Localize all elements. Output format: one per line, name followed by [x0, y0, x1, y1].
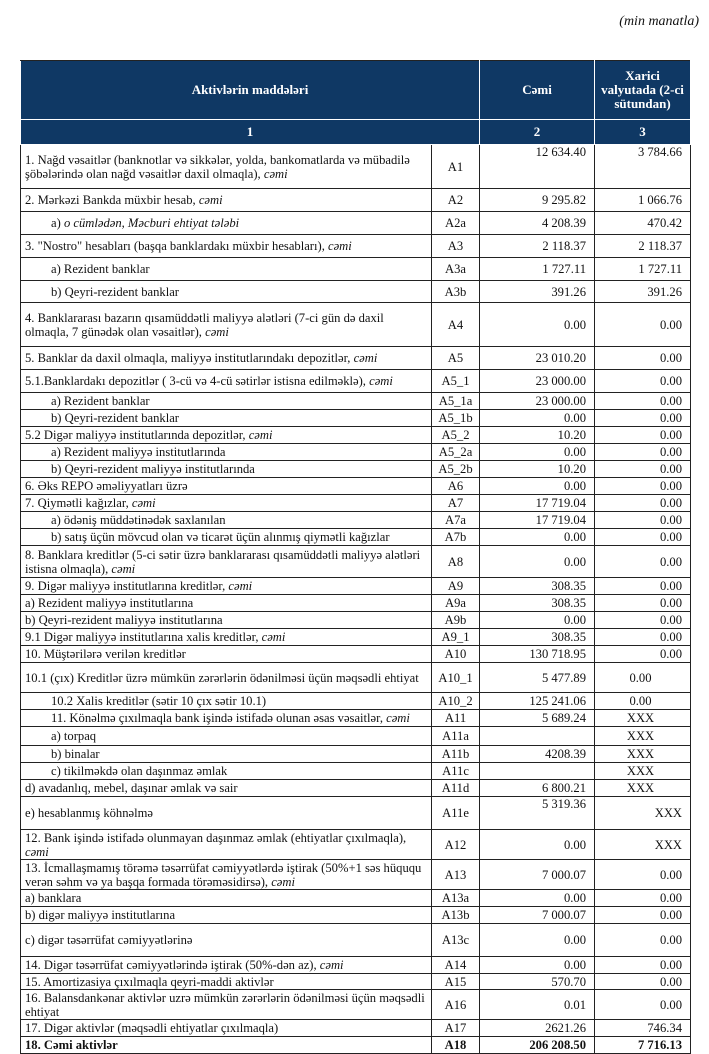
row-code: A3b [432, 281, 480, 303]
row-item-text: 10. Müştərilərə verilən kreditlər [25, 647, 186, 661]
row-total: 23 010.20 [480, 347, 595, 370]
table-row [21, 281, 691, 303]
row-total: 0.00 [480, 529, 595, 546]
row-item-suffix: cəmi [369, 374, 393, 388]
row-foreign: XXX [595, 727, 691, 746]
row-code: A16 [432, 990, 480, 1020]
header-num-1: 1 [21, 120, 480, 145]
row-item [21, 595, 432, 612]
table-row [21, 957, 691, 974]
row-item-suffix: o cümlədən, Məcburi ehtiyat tələbi [63, 216, 240, 230]
row-total: 308.35 [480, 629, 595, 646]
row-item [21, 663, 432, 693]
row-code: A9a [432, 595, 480, 612]
table-row [21, 212, 691, 235]
row-item-text: 5.1.Banklardakı depozitlər ( 3-cü və 4-cü sətirlər istisna edilməklə), [25, 374, 370, 388]
row-item-suffix: cəmi [248, 428, 273, 442]
row-foreign: 0.00 [595, 578, 691, 595]
row-foreign: 0.00 [595, 860, 691, 890]
row-item-text: 3. "Nostro" hesabları (başqa banklardakı müxbir hesabları), [25, 239, 328, 253]
row-foreign: 0.00 [595, 512, 691, 529]
row-item [21, 860, 432, 890]
table-row [21, 427, 691, 444]
row-item-text: 10.2 Xalis kreditlər (sətir 10 çıx sətir 10.1) [51, 694, 267, 708]
row-item-suffix: cəmi [261, 630, 286, 644]
row-code: A11e [432, 797, 480, 830]
table-row [21, 145, 691, 189]
row-item [21, 907, 432, 924]
table-row [21, 693, 691, 710]
header-foreign: Xarici valyutada (2-ci sütundan) [595, 61, 691, 120]
header-total: Cəmi [480, 61, 595, 120]
row-code: A1 [432, 145, 480, 189]
row-item-text: b) Qeyri-rezident banklar [51, 284, 179, 299]
row-item-suffix: cəmi [25, 844, 49, 859]
table-row [21, 495, 691, 512]
row-item [21, 461, 432, 478]
row-item [21, 1020, 432, 1037]
table-row [21, 461, 691, 478]
row-total: 0.00 [480, 612, 595, 629]
row-code: A11 [432, 710, 480, 727]
row-item-suffix: cəmi [131, 496, 156, 510]
table-row [21, 924, 691, 957]
row-item [21, 512, 432, 529]
row-total: 0.00 [480, 478, 595, 495]
table-row [21, 663, 691, 693]
row-foreign: 0.00 [595, 495, 691, 512]
row-foreign: 7 716.13 [595, 1037, 691, 1054]
row-item-suffix: cəmi [319, 958, 344, 972]
row-item-text: c) tikilməkdə olan daşınmaz əmlak [51, 764, 228, 778]
row-item-suffix: cəmi [353, 351, 378, 365]
row-total: 0.00 [480, 924, 595, 957]
row-item [21, 612, 432, 629]
row-item-text: 17. Digər aktivlər (məqsədli ehtiyatlar çıxılmaqla) [25, 1021, 279, 1035]
row-foreign: 391.26 [595, 281, 691, 303]
row-total: 0.00 [480, 303, 595, 347]
row-item [21, 145, 432, 189]
row-item-suffix: cəmi [111, 561, 136, 576]
row-code: A7 [432, 495, 480, 512]
row-item-suffix: cəmi [228, 579, 253, 593]
row-code: A14 [432, 957, 480, 974]
row-item [21, 763, 432, 780]
row-code: A11c [432, 763, 480, 780]
row-item-text: 18. Cəmi aktivlər [25, 1038, 118, 1052]
row-code: A7a [432, 512, 480, 529]
row-item-text: 8. Banklara kreditlər (5-ci sətir üzrə banklararası qısamüddətli maliyyə alətləri istisna olmaqla), [25, 547, 421, 576]
row-code: A9_1 [432, 629, 480, 646]
row-item-text: 9. Digər maliyyə institutlarına kreditlər, [25, 579, 229, 593]
unit-note: (min manatla) [619, 14, 699, 29]
row-item [21, 830, 432, 860]
row-code: A13a [432, 890, 480, 907]
assets-table [20, 60, 691, 1054]
row-item [21, 727, 432, 746]
row-item-text: b) satış üçün mövcud olan və ticarət üçün alınmış qiymətli kağızlar [51, 530, 390, 544]
row-code: A9 [432, 578, 480, 595]
row-total: 1 727.11 [480, 258, 595, 281]
row-total: 9 295.82 [480, 189, 595, 212]
header-num-3: 3 [595, 120, 691, 145]
row-item-text: b) digər maliyyə institutlarına [25, 908, 176, 922]
table-row [21, 1020, 691, 1037]
table-row [21, 546, 691, 578]
row-item [21, 629, 432, 646]
row-item-text: c) digər təsərrüfat cəmiyyətlərinə [25, 933, 193, 947]
row-item-text: a) Rezident maliyyə institutlarına [25, 596, 194, 610]
row-item [21, 974, 432, 990]
row-foreign: 0.00 [595, 393, 691, 410]
row-total: 308.35 [480, 595, 595, 612]
row-code: A11a [432, 727, 480, 746]
row-item [21, 693, 432, 710]
header-num-2: 2 [480, 120, 595, 145]
row-total: 570.70 [480, 974, 595, 990]
row-item-text: a) banklara [25, 891, 82, 905]
row-item-text: a) Rezident banklar [51, 262, 150, 276]
row-item-suffix: cəmi [328, 239, 352, 253]
row-code: A10_1 [432, 663, 480, 693]
row-item-text: b) Qeyri-rezident maliyyə institutlarına [25, 613, 223, 627]
row-item-text: b) Qeyri-rezident maliyyə institutlarında [51, 462, 255, 476]
table-row [21, 612, 691, 629]
table-row [21, 797, 691, 830]
table-row [21, 974, 691, 990]
row-item [21, 546, 432, 578]
row-code: A5_2b [432, 461, 480, 478]
row-foreign: 0.00 [595, 663, 691, 693]
row-foreign: XXX [595, 710, 691, 727]
row-foreign: 0.00 [595, 410, 691, 427]
row-item [21, 235, 432, 258]
row-item-text: a) [51, 216, 64, 230]
row-item-suffix: cəmi [271, 874, 295, 889]
row-total: 4208.39 [480, 746, 595, 763]
row-item [21, 370, 432, 393]
row-total: 130 718.95 [480, 646, 595, 663]
table-row [21, 860, 691, 890]
row-foreign: 0.00 [595, 303, 691, 347]
row-item-text: 9.1 Digər maliyyə institutlarına xalis kreditlər, [25, 630, 262, 644]
row-total: 17 719.04 [480, 495, 595, 512]
row-total: 0.00 [480, 444, 595, 461]
row-code: A4 [432, 303, 480, 347]
row-item-text: 13. İcmallaşmamış törəmə təsərrüfat cəmiyyətlərdə iştirak (50%+1 səs hüququ verən səhm və ya başqa formada törəməsidirsə), [25, 860, 422, 889]
row-item [21, 347, 432, 370]
table-row [21, 347, 691, 370]
row-total: 0.00 [480, 890, 595, 907]
row-item [21, 258, 432, 281]
row-item [21, 410, 432, 427]
row-item-text: 2. Mərkəzi Bankda müxbir hesab, [25, 193, 199, 207]
row-item-text: a) Rezident banklar [51, 394, 150, 408]
row-item-text: 15. Amortizasiya çıxılmaqla qeyri-maddi aktivlər [25, 974, 274, 989]
row-item [21, 710, 432, 727]
row-item-text: 5.2 Digər maliyyə institutlarında depozitlər, [25, 428, 249, 442]
table-row [21, 646, 691, 663]
table-row [21, 1037, 691, 1054]
row-foreign: 0.00 [595, 370, 691, 393]
row-total: 391.26 [480, 281, 595, 303]
row-foreign: 3 784.66 [595, 145, 691, 189]
row-item-text: a) ödəniş müddətinədək saxlanılan [51, 513, 226, 527]
row-foreign: XXX [595, 830, 691, 860]
row-total: 23 000.00 [480, 393, 595, 410]
row-total: 10.20 [480, 461, 595, 478]
row-item [21, 478, 432, 495]
row-code: A5_1 [432, 370, 480, 393]
table-row [21, 710, 691, 727]
row-code: A2a [432, 212, 480, 235]
row-item [21, 797, 432, 830]
table-row [21, 629, 691, 646]
row-total: 5 689.24 [480, 710, 595, 727]
row-foreign: XXX [595, 780, 691, 797]
row-item-text: e) hesablanmış köhnəlmə [25, 806, 153, 820]
row-item [21, 746, 432, 763]
table-row [21, 303, 691, 347]
row-foreign: 470.42 [595, 212, 691, 235]
row-total: 0.00 [480, 410, 595, 427]
row-foreign: 0.00 [595, 974, 691, 990]
row-code: A5 [432, 347, 480, 370]
row-item [21, 427, 432, 444]
row-foreign: 0.00 [595, 693, 691, 710]
row-foreign: 0.00 [595, 595, 691, 612]
table-row [21, 727, 691, 746]
row-total: 2 118.37 [480, 235, 595, 258]
row-foreign: 0.00 [595, 478, 691, 495]
row-item [21, 646, 432, 663]
row-item-text: 16. Balansdankənar aktivlər uzrə mümkün zərərlərin ödənilməsi üçün məqsədli ehtiyat [25, 990, 425, 1019]
table-row [21, 258, 691, 281]
row-total: 0.00 [480, 830, 595, 860]
row-code: A7b [432, 529, 480, 546]
row-item-text: 6. Əks REPO əməliyyatları üzrə [25, 479, 188, 493]
row-total: 125 241.06 [480, 693, 595, 710]
row-item [21, 890, 432, 907]
table-row [21, 393, 691, 410]
row-item-suffix: cəmi [263, 166, 288, 181]
row-code: A12 [432, 830, 480, 860]
row-item [21, 957, 432, 974]
row-total: 10.20 [480, 427, 595, 444]
row-total: 308.35 [480, 578, 595, 595]
row-code: A8 [432, 546, 480, 578]
row-foreign: XXX [595, 763, 691, 780]
row-foreign: 0.00 [595, 907, 691, 924]
row-item [21, 303, 432, 347]
row-total [480, 727, 595, 746]
row-item-suffix: cəmi [386, 711, 410, 725]
row-code: A2 [432, 189, 480, 212]
row-code: A6 [432, 478, 480, 495]
table-row [21, 478, 691, 495]
table-row [21, 529, 691, 546]
table-row [21, 990, 691, 1020]
row-item-text: 5. Banklar da daxil olmaqla, maliyyə institutlarındakı depozitlər, [25, 351, 354, 365]
row-foreign: 0.00 [595, 612, 691, 629]
row-code: A17 [432, 1020, 480, 1037]
row-item [21, 990, 432, 1020]
row-foreign: 0.00 [595, 461, 691, 478]
row-foreign: 0.00 [595, 529, 691, 546]
row-item-text: 11. Könəlmə çıxılmaqla bank işində istifadə olunan əsas vəsaitlər, [51, 711, 387, 725]
row-item-text: 14. Digər təsərrüfat cəmiyyətlərində iştirak (50%-dən az), [25, 958, 320, 972]
row-code: A15 [432, 974, 480, 990]
row-code: A9b [432, 612, 480, 629]
row-item-text: 4. Banklararası bazarın qısamüddətli maliyyə alətləri (7-ci gün də daxil olmaqla, 7 günədək olan vəsaitlər), [25, 310, 384, 339]
row-item-text: a) Rezident maliyyə institutlarında [51, 445, 226, 459]
row-item-text: 1. Nağd vəsaitlər (banknotlar və sikkələr, yolda, bankomatlarda və mübadilə şöbələrində olan nağd vəsaitlər daxil olmaqla), [25, 152, 410, 181]
row-foreign: 0.00 [595, 546, 691, 578]
row-code: A3a [432, 258, 480, 281]
row-foreign: 0.00 [595, 990, 691, 1020]
table-row [21, 890, 691, 907]
table-row [21, 763, 691, 780]
row-code: A13b [432, 907, 480, 924]
row-total: 2621.26 [480, 1020, 595, 1037]
row-item [21, 780, 432, 797]
row-total [480, 763, 595, 780]
row-item-text: 12. Bank işində istifadə olunmayan daşınmaz əmlak (ehtiyatlar çıxılmaqla), [25, 830, 407, 845]
table-row [21, 907, 691, 924]
row-foreign: XXX [595, 797, 691, 830]
row-item [21, 281, 432, 303]
row-total: 12 634.40 [480, 145, 595, 189]
table-row [21, 512, 691, 529]
row-foreign: XXX [595, 746, 691, 763]
row-item-text: b) Qeyri-rezident banklar [51, 411, 179, 425]
row-foreign: 0.00 [595, 924, 691, 957]
row-foreign: 2 118.37 [595, 235, 691, 258]
row-foreign: 0.00 [595, 890, 691, 907]
row-item-text: a) torpaq [51, 729, 97, 743]
row-item-text: 7. Qiymətli kağızlar, [25, 496, 132, 510]
row-item [21, 212, 432, 235]
table-row [21, 444, 691, 461]
row-total: 206 208.50 [480, 1037, 595, 1054]
row-code: A11d [432, 780, 480, 797]
row-code: A11b [432, 746, 480, 763]
row-item [21, 529, 432, 546]
row-foreign: 1 066.76 [595, 189, 691, 212]
row-item-suffix: cəmi [198, 193, 223, 207]
table-row [21, 235, 691, 258]
row-foreign: 0.00 [595, 957, 691, 974]
header-items: Aktivlərin maddələri [21, 61, 480, 120]
row-item [21, 1037, 432, 1054]
row-code: A5_2a [432, 444, 480, 461]
row-total: 6 800.21 [480, 780, 595, 797]
row-item [21, 393, 432, 410]
row-code: A10 [432, 646, 480, 663]
row-item-text: b) binalar [51, 747, 100, 761]
table-row [21, 746, 691, 763]
table-row [21, 410, 691, 427]
row-total: 0.00 [480, 546, 595, 578]
row-foreign: 0.00 [595, 427, 691, 444]
table-row [21, 370, 691, 393]
row-item [21, 444, 432, 461]
row-total: 0.00 [480, 957, 595, 974]
table-row [21, 780, 691, 797]
row-foreign: 0.00 [595, 629, 691, 646]
row-item [21, 924, 432, 957]
row-item [21, 189, 432, 212]
row-total: 5 319.36 [480, 797, 595, 830]
row-item-text: 10.1 (çıx) Kreditlər üzrə mümkün zərərlərin ödənilməsi üçün məqsədli ehtiyat [25, 670, 419, 685]
row-code: A18 [432, 1037, 480, 1054]
table-row [21, 595, 691, 612]
row-item-text: d) avadanlıq, mebel, daşınar əmlak və sair [25, 781, 238, 795]
row-foreign: 1 727.11 [595, 258, 691, 281]
row-total: 5 477.89 [480, 663, 595, 693]
row-item [21, 578, 432, 595]
row-foreign: 0.00 [595, 347, 691, 370]
row-foreign: 0.00 [595, 444, 691, 461]
row-total: 23 000.00 [480, 370, 595, 393]
table-row [21, 189, 691, 212]
row-code: A3 [432, 235, 480, 258]
row-total: 0.01 [480, 990, 595, 1020]
row-code: A5_2 [432, 427, 480, 444]
row-total: 17 719.04 [480, 512, 595, 529]
row-total: 7 000.07 [480, 860, 595, 890]
row-code: A10_2 [432, 693, 480, 710]
table-row [21, 578, 691, 595]
row-item-suffix: cəmi [205, 324, 229, 339]
table-row [21, 830, 691, 860]
row-code: A5_1b [432, 410, 480, 427]
row-code: A13 [432, 860, 480, 890]
row-code: A5_1a [432, 393, 480, 410]
row-foreign: 0.00 [595, 646, 691, 663]
row-total: 7 000.07 [480, 907, 595, 924]
row-foreign: 746.34 [595, 1020, 691, 1037]
row-item [21, 495, 432, 512]
row-total: 4 208.39 [480, 212, 595, 235]
row-code: A13c [432, 924, 480, 957]
